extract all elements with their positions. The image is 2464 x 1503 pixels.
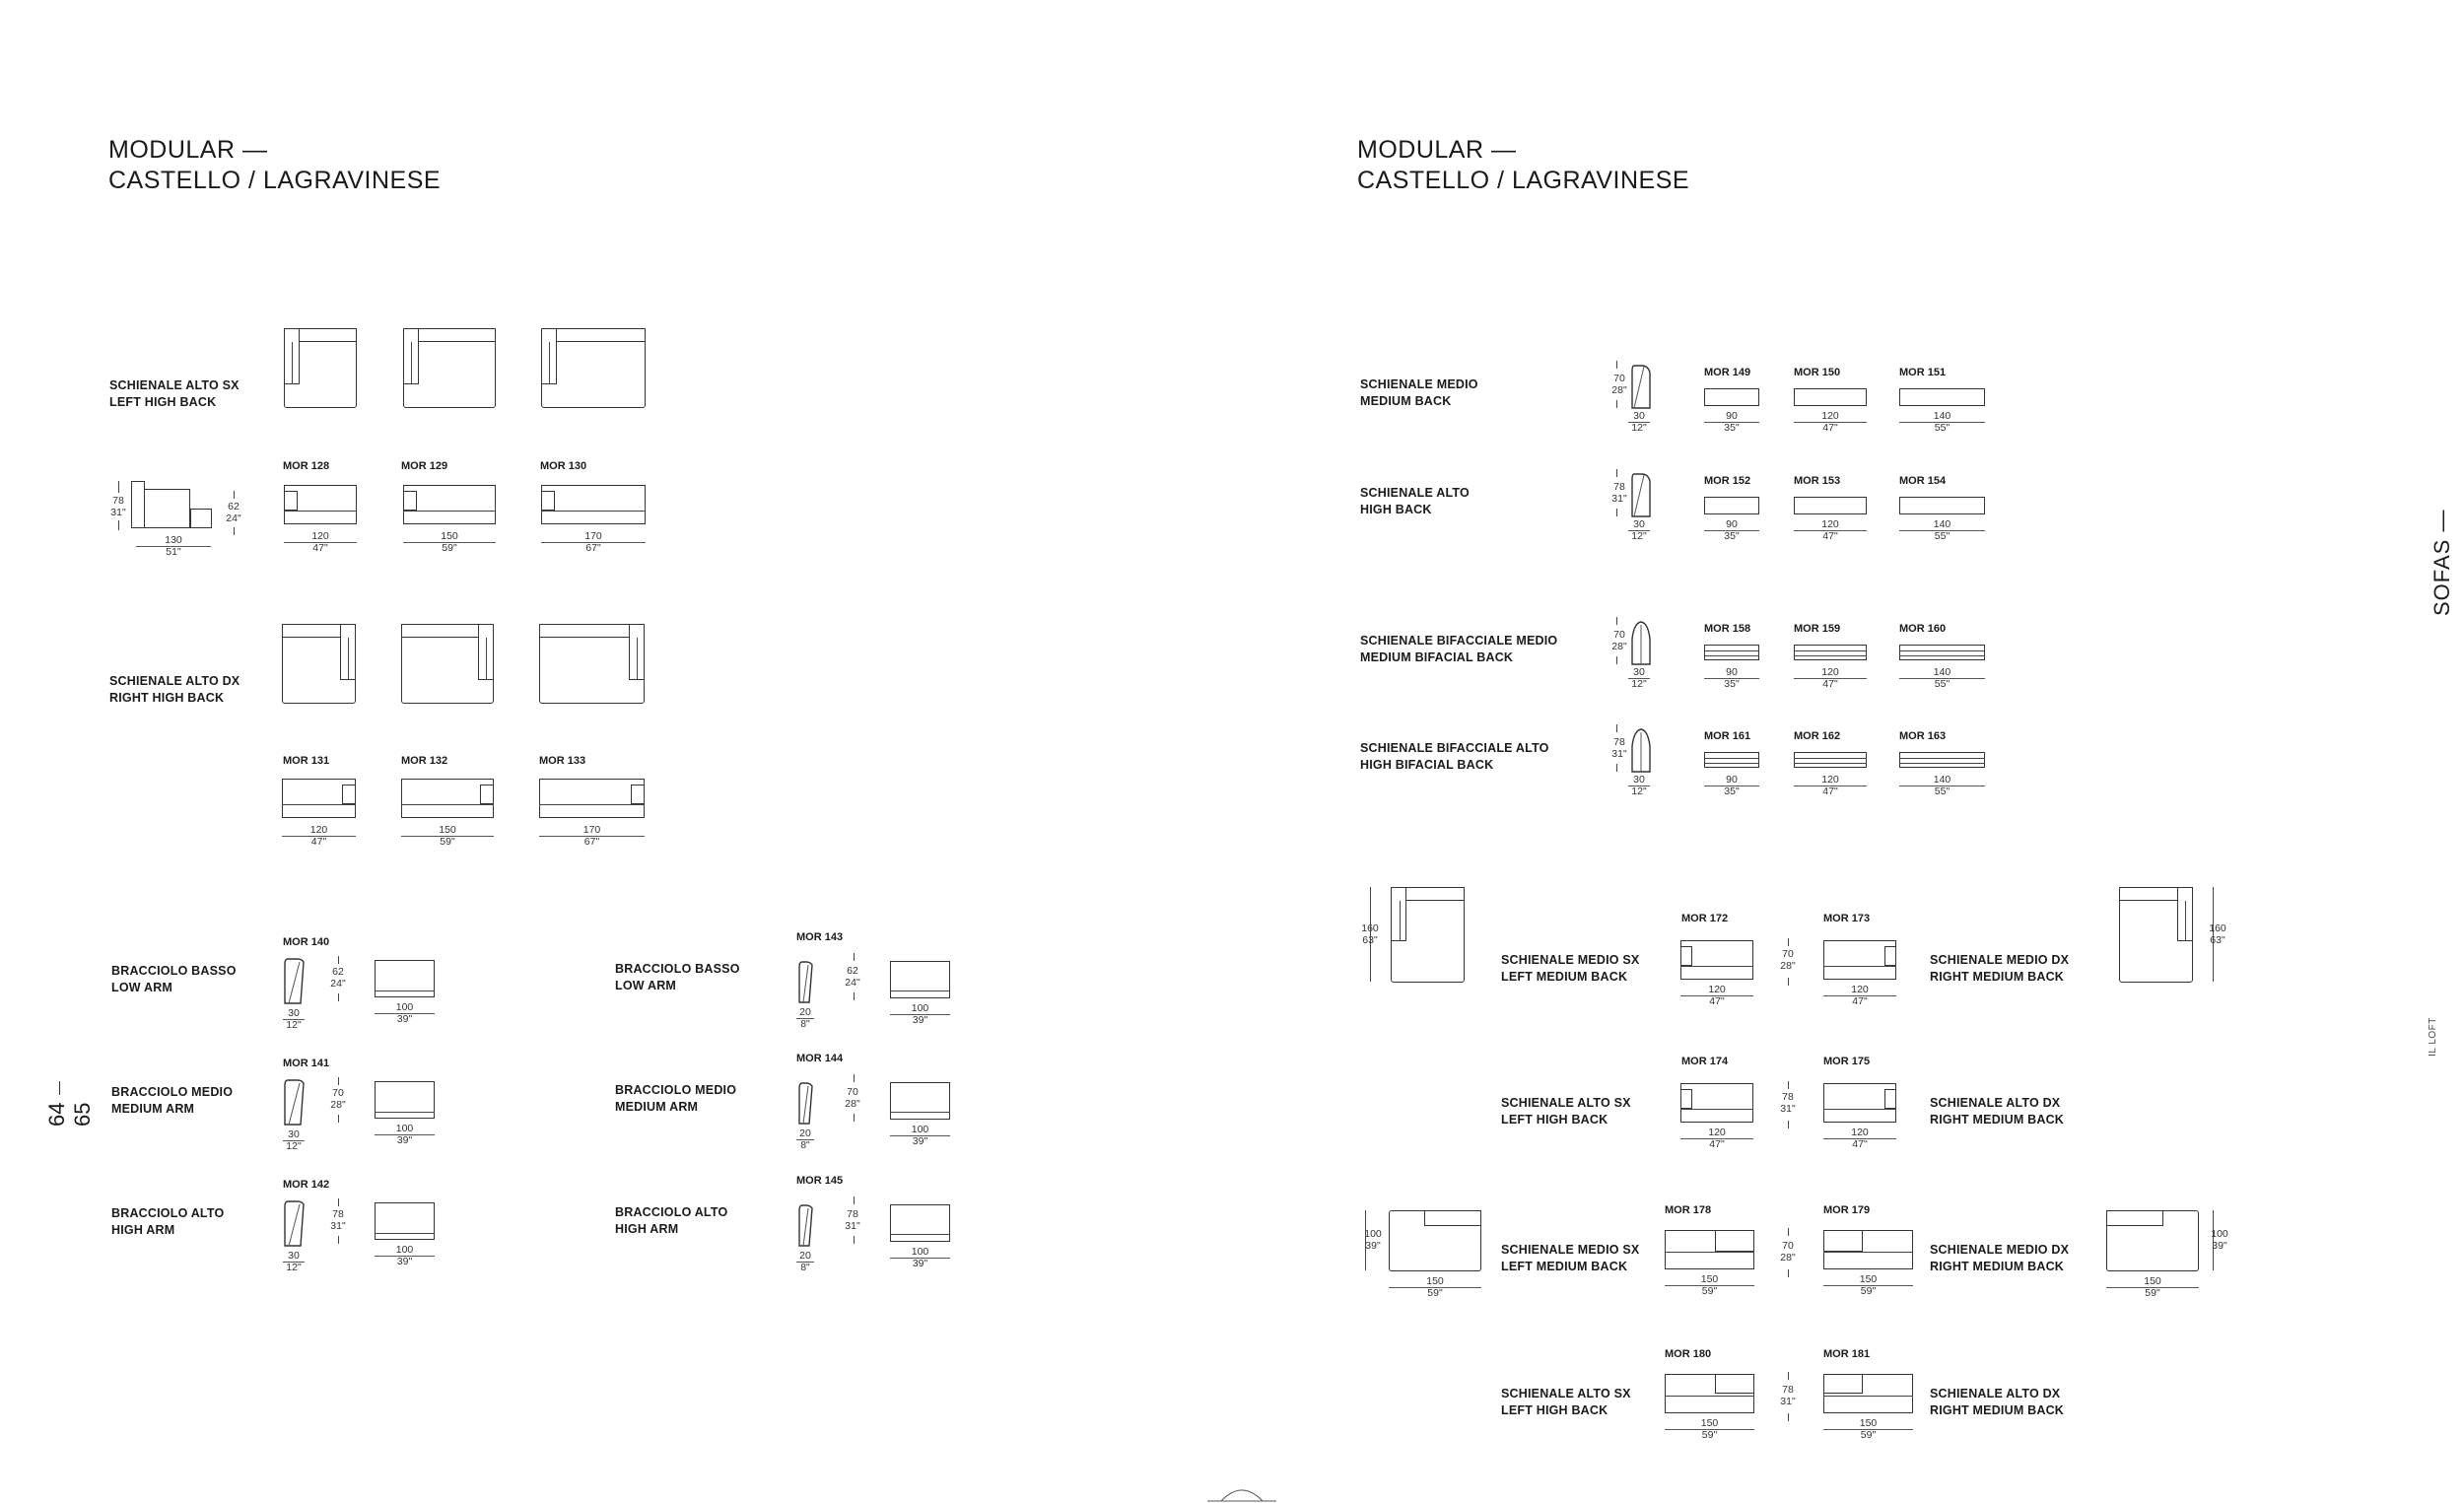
dim-width: 100 39" — [375, 1001, 435, 1025]
back-code: MOR 161 — [1704, 730, 1751, 742]
dim-width: 90 35" — [1704, 774, 1759, 797]
dim-width: 140 55" — [1899, 410, 1985, 434]
dim-height: 100 39" — [1364, 1228, 1382, 1252]
label-line: RIGHT HIGH BACK — [109, 691, 225, 705]
dim-height: 78 31" — [330, 1208, 346, 1232]
dim-height: 70 28" — [1780, 948, 1796, 972]
arm-label: BRACCIOLO MEDIO MEDIUM ARM — [111, 1085, 234, 1116]
dim-width: 120 47" — [282, 824, 356, 848]
back-code: MOR 159 — [1794, 623, 1841, 635]
dim-height: 70 28" — [1611, 373, 1627, 396]
dim-height: 62 24" — [330, 966, 346, 990]
arm-code: MOR 145 — [796, 1175, 844, 1187]
corner-label-left: SCHIENALE MEDIO SX LEFT MEDIUM BACK — [1501, 953, 1640, 984]
dim-height: 70 28" — [1780, 1240, 1796, 1264]
corner-code-left: MOR 172 — [1681, 913, 1729, 924]
title-line-1: MODULAR — — [1357, 136, 1517, 164]
dim-width: 120 47" — [1823, 1127, 1896, 1150]
dim-height: 160 63" — [2209, 922, 2226, 946]
arm-code: MOR 143 — [796, 931, 844, 943]
dim-width: 100 39" — [375, 1123, 435, 1146]
back-code: MOR 158 — [1704, 623, 1751, 635]
corner-label-right: SCHIENALE MEDIO DX RIGHT MEDIUM BACK — [1930, 953, 2070, 984]
back-code: MOR 160 — [1899, 623, 1947, 635]
dim-height: 78 31" — [1780, 1091, 1796, 1115]
back-label: SCHIENALE ALTO HIGH BACK — [1360, 486, 1470, 516]
dim-depth: 30 12" — [283, 1007, 305, 1031]
code-mor-132: MOR 132 — [401, 755, 448, 767]
dim-width: 100 39" — [890, 1002, 950, 1026]
dim-height: 62 24" — [845, 965, 860, 989]
dim-width: 150 59" — [401, 824, 494, 848]
brand-label: IL LOFT — [2428, 1017, 2438, 1057]
dim-width: 170 67" — [541, 530, 646, 554]
back-code: MOR 151 — [1899, 367, 1947, 378]
arm-profile-icon — [284, 1079, 306, 1127]
title-line-1: MODULAR — — [108, 136, 268, 164]
arm-code: MOR 140 — [283, 936, 330, 948]
back-label: SCHIENALE BIFACCIALE MEDIO MEDIUM BIFACIAL BACK — [1360, 634, 1558, 664]
dim-width: 150 59" — [1665, 1273, 1754, 1297]
label-line: SCHIENALE ALTO DX — [109, 674, 240, 688]
arm-code: MOR 141 — [283, 1058, 330, 1069]
dim-depth: 30 12" — [283, 1250, 305, 1273]
dim-width: 170 67" — [539, 824, 645, 848]
corner-code-right: MOR 175 — [1823, 1056, 1871, 1067]
dim-arm-height: 62 24" — [226, 501, 241, 524]
dim-width: 120 47" — [1794, 410, 1867, 434]
dim-width: 120 47" — [284, 530, 357, 554]
arm-profile-icon — [284, 958, 306, 1005]
dim-depth: 20 8" — [796, 1127, 814, 1151]
dim-width: 120 47" — [1794, 518, 1867, 542]
arm-profile-icon — [798, 961, 814, 1004]
dim-height: 78 31" — [845, 1208, 860, 1232]
back-code: MOR 163 — [1899, 730, 1947, 742]
dim-depth: 20 8" — [796, 1006, 814, 1030]
page-number-right: 65 — [70, 1102, 95, 1127]
back-code: MOR 150 — [1794, 367, 1841, 378]
bifacial-back-profile-icon — [1630, 728, 1652, 774]
chaise-label-left: SCHIENALE ALTO SX LEFT HIGH BACK — [1501, 1387, 1631, 1417]
label-high-back-sx — [109, 377, 240, 411]
dim-depth: 30 12" — [1628, 518, 1650, 542]
dim-width: 150 59" — [1665, 1417, 1754, 1441]
dim-height: 78 31" — [1611, 736, 1627, 760]
dim-width: 150 59" — [403, 530, 496, 554]
back-profile-icon — [1630, 473, 1652, 518]
chaise-label-right: SCHIENALE MEDIO DX RIGHT MEDIUM BACK — [1930, 1243, 2070, 1273]
arm-label: BRACCIOLO MEDIO MEDIUM ARM — [615, 1083, 737, 1114]
dim-depth: 20 8" — [796, 1250, 814, 1273]
page-title-left — [108, 135, 441, 196]
label-high-back-dx — [109, 673, 240, 707]
arm-label: BRACCIOLO ALTO HIGH ARM — [111, 1206, 225, 1237]
page-numbers — [44, 1067, 95, 1127]
back-profile-icon — [1630, 365, 1652, 410]
dim-depth: 30 12" — [1628, 410, 1650, 434]
arm-code: MOR 142 — [283, 1179, 330, 1191]
dim-width: 150 59" — [1823, 1273, 1913, 1297]
code-mor-128: MOR 128 — [283, 460, 330, 472]
corner-label-right: SCHIENALE ALTO DX RIGHT MEDIUM BACK — [1930, 1096, 2065, 1127]
code-mor-133: MOR 133 — [539, 755, 586, 767]
dim-depth: 130 51" — [136, 534, 211, 558]
dim-width: 120 47" — [1794, 666, 1867, 690]
arm-label: BRACCIOLO BASSO LOW ARM — [615, 962, 740, 992]
bifacial-back-profile-icon — [1630, 621, 1652, 666]
chaise-code-left: MOR 180 — [1665, 1348, 1712, 1360]
chaise-label-left: SCHIENALE MEDIO SX LEFT MEDIUM BACK — [1501, 1243, 1640, 1273]
code-mor-130: MOR 130 — [540, 460, 587, 472]
dim-depth: 30 12" — [1628, 774, 1650, 797]
chaise-label-right: SCHIENALE ALTO DX RIGHT MEDIUM BACK — [1930, 1387, 2065, 1417]
dim-width: 120 47" — [1680, 1127, 1753, 1150]
dim-height: 70 28" — [330, 1087, 346, 1111]
corner-code-left: MOR 174 — [1681, 1056, 1729, 1067]
title-line-2: CASTELLO / LAGRAVINESE — [108, 167, 442, 194]
back-label: SCHIENALE BIFACCIALE ALTO HIGH BIFACIAL BACK — [1360, 741, 1549, 772]
code-mor-131: MOR 131 — [283, 755, 330, 767]
chaise-code-right: MOR 179 — [1823, 1204, 1871, 1216]
arm-profile-icon — [798, 1082, 814, 1126]
dim-width: 90 35" — [1704, 410, 1759, 434]
dim-depth: 30 12" — [283, 1128, 305, 1152]
page-curl-icon — [1207, 1483, 1276, 1503]
dim-width: 90 35" — [1704, 518, 1759, 542]
back-code: MOR 153 — [1794, 475, 1841, 487]
arm-label: BRACCIOLO BASSO LOW ARM — [111, 964, 237, 994]
arm-code: MOR 144 — [796, 1053, 844, 1064]
corner-label-left: SCHIENALE ALTO SX LEFT HIGH BACK — [1501, 1096, 1631, 1127]
dim-height: 78 31" — [1780, 1384, 1796, 1407]
chaise-code-right: MOR 181 — [1823, 1348, 1871, 1360]
dim-height: 100 39" — [2211, 1228, 2228, 1252]
back-code: MOR 152 — [1704, 475, 1751, 487]
dim-width: 120 47" — [1680, 984, 1753, 1007]
arm-profile-icon — [798, 1204, 814, 1248]
dim-width: 100 39" — [890, 1246, 950, 1269]
dim-width: 140 55" — [1899, 666, 1985, 690]
dim-width: 90 35" — [1704, 666, 1759, 690]
section-label: SOFAS — — [2430, 509, 2454, 616]
title-line-2: CASTELLO / LAGRAVINESE — [1357, 167, 1690, 194]
dim-width: 140 55" — [1899, 774, 1985, 797]
dim-depth: 30 12" — [1628, 666, 1650, 690]
dim-height: 78 31" — [1611, 481, 1627, 505]
corner-code-right: MOR 173 — [1823, 913, 1871, 924]
dim-width: 150 59" — [1389, 1275, 1481, 1299]
chaise-code-left: MOR 178 — [1665, 1204, 1712, 1216]
back-code: MOR 154 — [1899, 475, 1947, 487]
dim-width: 120 47" — [1794, 774, 1867, 797]
dim-width: 150 59" — [2106, 1275, 2199, 1299]
dim-height: 70 28" — [1611, 629, 1627, 652]
back-label: SCHIENALE MEDIO MEDIUM BACK — [1360, 377, 1478, 408]
dim-width: 140 55" — [1899, 518, 1985, 542]
back-code: MOR 149 — [1704, 367, 1751, 378]
dim-height: 78 31" — [110, 495, 126, 518]
arm-profile-icon — [284, 1200, 306, 1248]
code-mor-129: MOR 129 — [401, 460, 448, 472]
dim-width: 100 39" — [375, 1244, 435, 1267]
dim-height: 160 63" — [1361, 922, 1379, 946]
page-number-left: 64 — [44, 1102, 69, 1127]
dim-width: 100 39" — [890, 1124, 950, 1147]
label-line: SCHIENALE ALTO SX — [109, 378, 240, 392]
back-code: MOR 162 — [1794, 730, 1841, 742]
page-title-right — [1357, 135, 1689, 196]
dim-height: 70 28" — [845, 1086, 860, 1110]
dim-width: 120 47" — [1823, 984, 1896, 1007]
arm-label: BRACCIOLO ALTO HIGH ARM — [615, 1205, 728, 1236]
label-line: LEFT HIGH BACK — [109, 395, 217, 409]
dim-width: 150 59" — [1823, 1417, 1913, 1441]
